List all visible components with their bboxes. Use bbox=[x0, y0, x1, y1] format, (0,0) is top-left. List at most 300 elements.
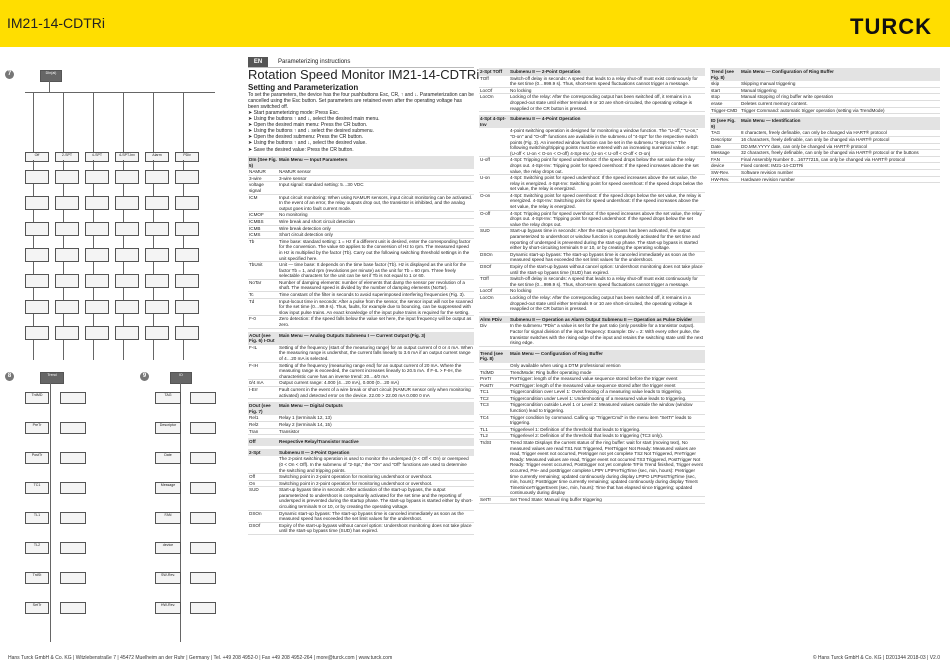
parameter-table bbox=[710, 68, 940, 114]
param-key: 3-wire bbox=[248, 175, 278, 182]
param-description: Switch-off delay in seconds: A speed that leads to a relay shut-off must exist continuously for the set time (0…999.9 s). Thus, short-term speed fluctuations cannot trigger a message. bbox=[509, 276, 705, 288]
param-description: 32 characters, freely definable, can only be changed via HART® protocol or the buttons bbox=[740, 150, 940, 157]
flow-box bbox=[60, 452, 86, 464]
table-row bbox=[710, 156, 940, 163]
flow-box bbox=[60, 422, 86, 434]
param-description: Unit — time base: It depends on the time base factor (Tb). Hz is displayed as the unit for the factor Tb = 1, and rpm (revolutions per minute) as the unit for Tb = 60 rpm. Three freely selectable characters for the unit can be set if Tb is not equal to 1 or 60. bbox=[278, 262, 474, 280]
table-row bbox=[479, 294, 705, 312]
table-row bbox=[479, 264, 705, 276]
header-key: 2-Spt TOff bbox=[479, 68, 509, 76]
param-description: Skipping manual triggering bbox=[740, 81, 940, 87]
flow-box bbox=[175, 196, 199, 210]
table-row bbox=[248, 182, 474, 194]
flow-connector bbox=[183, 92, 184, 152]
param-description: Locking of the relay: After the corresponding output has been switched off, it remains in a dropped-out state until either terminals 9 or 10 are short-circuited, the operating voltage is reapplied or the CR button is pressed. bbox=[509, 94, 705, 112]
param-key: LocOn bbox=[479, 294, 509, 312]
param-description: Setting of the frequency (measuring range end) for an output current of 20 mA. Where the measuring range is exceeded, the current increases linearly to 20.5 mA. If F-IL > F-IH, the characteristic curve has an inverse trend: 20…4/0 mA bbox=[278, 362, 474, 380]
figure-7-flowchart bbox=[5, 70, 241, 370]
param-description: 4-Spt: Tripping point for speed overshoot: If the speed increases above the set value, the relay drops out. 4-Spt-Inv: Tripping point for speed undershoot: If the speed drops below the set value the relay drops out. bbox=[509, 210, 705, 228]
header-key: Off bbox=[248, 438, 278, 446]
param-key: DSOn bbox=[248, 510, 278, 522]
table-row bbox=[479, 87, 705, 94]
param-key: NoTar bbox=[248, 279, 278, 291]
table-row bbox=[479, 389, 705, 396]
flow-box: ID bbox=[170, 372, 192, 384]
table-row bbox=[248, 428, 474, 435]
header-title: Main Menu — Configuration of Ring Buffer bbox=[740, 68, 940, 81]
flow-box bbox=[60, 542, 86, 554]
flow-box: TrdSt bbox=[25, 572, 49, 584]
table-row bbox=[248, 362, 474, 380]
flow-box bbox=[85, 222, 109, 236]
table-row bbox=[479, 288, 705, 295]
table-row bbox=[479, 251, 705, 263]
header-key: DOut (see Fig. 7) bbox=[248, 402, 278, 415]
turck-logo: TURCK bbox=[850, 14, 932, 39]
table-row bbox=[248, 386, 474, 398]
param-key: O-off bbox=[479, 210, 509, 228]
param-key: On bbox=[248, 480, 278, 487]
table-row bbox=[248, 510, 474, 522]
param-key: TrdSt bbox=[479, 440, 509, 497]
param-description: 4-point switching operation is designed for monitoring a window function. The "U-off," "U-on," "O-on" and "O-off" functions are available in the submenu of "4-Spt" for the respective switch points (Fig. 3). An inverted window function can be set in the submenu "4-Spt-Inv." The following switching/tripping points must be entered with an increasing numerical value: 4-Spt: (U-off < U-on < O-on < O-off) 4-Spt-Inv: (U-on < U-off < O-off < O-on) bbox=[509, 128, 705, 156]
flow-box bbox=[145, 300, 169, 314]
flow-box bbox=[85, 170, 109, 184]
param-description: 8 characters, freely definable, can only be changed via HART® protocol bbox=[740, 130, 940, 136]
header-title: Submenu II — 2-Point Operation bbox=[509, 68, 705, 76]
table-row bbox=[248, 487, 474, 510]
table-header-row bbox=[479, 68, 705, 76]
parameter-table bbox=[479, 115, 705, 313]
param-description: Triggercondition over Level 1: Overshooting of a measuring value leads to triggering. bbox=[509, 389, 705, 396]
flow-box bbox=[190, 452, 216, 464]
header-title: Submenu II — 2-Point Operation bbox=[278, 449, 474, 457]
flow-box bbox=[190, 482, 216, 494]
param-description: Output current range: 4.000 (4…20 mA), 0.000 (0…20 mA) bbox=[278, 380, 474, 387]
param-description: Switching point in 2-point operation for monitoring undershoot or overshoot. bbox=[278, 480, 474, 487]
param-key: Tc bbox=[248, 292, 278, 299]
table-row bbox=[248, 262, 474, 280]
param-key: LocOn bbox=[479, 94, 509, 112]
flow-box bbox=[60, 572, 86, 584]
header-title: Submenu II — 4-Point Operation bbox=[509, 115, 705, 128]
flow-box bbox=[85, 274, 109, 288]
flow-box: 4-SPT bbox=[85, 152, 109, 162]
param-description: Trigger Command: automatic trigger operation (setting via TrendMode) bbox=[740, 107, 940, 114]
param-description: In the submenu "PDiv" a value is set for the part ratio (only possible for a transistor output). Factor for signal division of the input frequency: Example: Div = 2: With every other pulse, the transistor switches with the rising edge of the input and retains the switching state until the next rising edge. bbox=[510, 323, 704, 346]
figure-9-flowchart bbox=[140, 372, 240, 652]
param-key: Message bbox=[710, 150, 740, 157]
table-row bbox=[479, 414, 705, 426]
table-row bbox=[710, 100, 940, 107]
param-key: Descriptor bbox=[710, 136, 740, 143]
flow-box bbox=[145, 274, 169, 288]
param-key: SUD bbox=[479, 228, 509, 251]
table-header-row bbox=[248, 156, 474, 169]
param-description: The 2-point switching operation is used to monitor the undersped (0 < Off < On) or overspeed (0 < On < Off). In the submenu of "2-Spt," the "On" and "Off" functions are used to determine the switching and tripping points. bbox=[278, 456, 474, 473]
flow-box: TrdMD bbox=[25, 392, 49, 404]
page-heading: Rotation Speed Monitor IM21-14-CDTRi bbox=[248, 67, 480, 82]
param-key: TC2 bbox=[479, 395, 509, 402]
flow-connector bbox=[123, 92, 124, 152]
flow-box bbox=[145, 248, 169, 262]
param-description: Setting of the frequency (start of the measuring range) for an output current of 0 or 4 mA. When the measuring range is undershot, the current falls linearly to 3.6 mA if an output current range of 4…20 mA is selected. bbox=[279, 344, 473, 361]
param-description: Set Trend State: Manual ring buffer triggering bbox=[509, 496, 705, 503]
table-row bbox=[479, 175, 705, 193]
flow-box: Descriptor bbox=[155, 422, 181, 434]
table-row bbox=[248, 345, 474, 362]
flow-box bbox=[190, 422, 216, 434]
param-key: FAN bbox=[710, 156, 740, 163]
param-key: TC3 bbox=[479, 402, 509, 414]
flow-box: Date bbox=[155, 452, 181, 464]
param-description: Manual stopping of ring buffer write operation bbox=[740, 94, 940, 101]
table-row bbox=[248, 474, 474, 481]
param-description: No monitoring bbox=[278, 212, 474, 219]
table-row bbox=[479, 192, 705, 210]
flow-connector bbox=[33, 92, 34, 152]
table-row bbox=[479, 210, 705, 228]
param-description: Expiry of the start-up bypass without cancel option: Undershoot monitoring does not take place until the start-up bypass time (SUD) has expired. bbox=[509, 264, 705, 276]
table-row bbox=[248, 232, 474, 239]
flow-box: Alarm bbox=[145, 152, 169, 162]
table-row bbox=[248, 292, 474, 299]
param-description: Wire break and short circuit detection bbox=[278, 218, 474, 225]
header-key: Trend (see Fig. 8) bbox=[479, 350, 509, 363]
flow-box bbox=[115, 326, 139, 340]
flow-box: TL1 bbox=[25, 512, 49, 524]
param-key: O-on bbox=[479, 192, 509, 210]
param-key: HW-Rev. bbox=[710, 176, 740, 183]
table-row bbox=[248, 194, 474, 212]
header-key: 2-Spt bbox=[248, 449, 278, 457]
table-row bbox=[479, 426, 705, 433]
flow-box bbox=[175, 248, 199, 262]
parameter-table bbox=[479, 68, 705, 112]
param-description: 16 characters, freely definable, can only be changed via HART® protocol bbox=[740, 136, 940, 143]
param-description: 4-Spt: Switching point for speed undershoot: If the speed increases above the set value, the relay is energized. 4-Spt-Inv: Switching point for speed overshoot: If the speed drops below the set value, the relay is energized. bbox=[509, 175, 705, 193]
flow-box bbox=[85, 326, 109, 340]
parameter-table bbox=[248, 332, 474, 400]
table-header-row bbox=[248, 449, 474, 457]
param-description: Hardware revision number bbox=[740, 176, 940, 183]
table-row bbox=[479, 402, 705, 414]
table-row bbox=[710, 169, 940, 176]
flow-connector bbox=[49, 80, 50, 92]
table-row bbox=[710, 87, 940, 94]
param-key: ICMB bbox=[248, 225, 278, 232]
table-row bbox=[479, 157, 705, 175]
parameter-table bbox=[479, 350, 705, 504]
flow-box: PDiv bbox=[175, 152, 199, 162]
footer-copyright: © Hans Turck GmbH & Co. KG | D201344 2018-03 | V2.0 bbox=[812, 655, 940, 661]
param-description: Locking of the relay: After the corresponding output has been switched off, it remains in a dropped-out state until either terminals 9 or 10 are short-circuited, the operating voltage is reapplied or the CR button is pressed. bbox=[509, 294, 705, 312]
param-key: ICMOF bbox=[248, 212, 278, 219]
param-description: Trigger condition by command. Calling up "TriggerCmd" in the menu item "SetTr" leads to triggering. bbox=[509, 414, 705, 426]
flow-box bbox=[145, 326, 169, 340]
param-description: Triggercondition under Level 1: Undershooting of a measured value leads to triggering. bbox=[509, 395, 705, 402]
flow-box bbox=[25, 170, 49, 184]
footer-address: Hans Turck GmbH & Co. KG | Witzlebenstraße 7 | 45472 Muelheim an der Ruhr | Germany | Tel. +49 208 4952-0 | Fax +49 208 4952-264 | more@turck.com | www.turck.com bbox=[8, 655, 393, 661]
flow-box bbox=[55, 248, 79, 262]
param-key: DSOn bbox=[479, 251, 509, 263]
param-description: Time base: standard setting: 1 = Hz If a different unit is desired, enter the corresponding factor for the conversion. The value 60 applies to the conversion of Hz to rpm. The measured speed in Hz is multiplied by the factor (Tb). Carry out the following switching threshold settings in the unit specified here. bbox=[278, 238, 474, 261]
table-header-row bbox=[479, 350, 705, 363]
flow-box: device bbox=[155, 542, 181, 554]
table-row bbox=[479, 323, 705, 346]
param-key: Rel2 bbox=[248, 421, 278, 428]
param-key: Tran bbox=[248, 428, 278, 435]
param-description: Manual triggering bbox=[740, 87, 940, 94]
param-description: Software revision number bbox=[740, 169, 940, 176]
doc-title: IM21-14-CDTRi bbox=[7, 15, 106, 31]
flow-box bbox=[115, 170, 139, 184]
param-key: I-Err bbox=[248, 386, 278, 398]
param-key: ICMS bbox=[248, 232, 278, 239]
figure-number: 9 bbox=[140, 372, 149, 381]
step-item: ➤ Open the desired main menu: Press the CR button. bbox=[248, 122, 474, 128]
step-item: ➤ Save the desired value: Press the CR button. bbox=[248, 147, 474, 153]
flow-box bbox=[175, 170, 199, 184]
param-description: Zero detection: If the speed falls below the value set here, the input frequency will be output as zero. bbox=[278, 316, 474, 328]
flow-box bbox=[115, 222, 139, 236]
table-row bbox=[479, 433, 705, 440]
flow-box bbox=[190, 512, 216, 524]
table-row bbox=[248, 380, 474, 387]
figure-8-flowchart bbox=[5, 372, 135, 652]
table-row bbox=[248, 316, 474, 328]
param-key: start bbox=[710, 87, 740, 94]
flow-box: Off bbox=[25, 152, 49, 162]
flow-box bbox=[55, 196, 79, 210]
param-description: PreTrigger: length of the measured value sequence stored before the trigger event bbox=[509, 376, 705, 383]
param-key: Div bbox=[479, 323, 509, 346]
param-description: Trend State Displays the current status of the ring buffer: wait for start (moving text), No measured values are read TS1 Not Triggered, PretTrigger Not Ready: Measured values are read, Trigger event not occurred, Pretrigger not yet complete TS2 Not Triggered, PreTrigger Ready: Measured values are read, Trigger event not occurred TS3 Triggered, PostTrigger Not Ready: Trigger event occurred, Posttrigger not yet complete TrFin Trend finished, Trigger event occurred, Pre- and posttrigger complete LPtPr LPtPreTrigTime (sec, min, hours): Pretrigger time currently remaining; updated continuously during display LPtPO LPtPostTrigTime (sec, min, hours): Posttrigger time currently remaining; updated continuously during display TimeS TimeSinceTriggerEvent (sec, min, hours): Time that has elapsed since triggering; updated continuously during display bbox=[509, 440, 705, 497]
column-1 bbox=[248, 156, 474, 538]
flow-box bbox=[60, 392, 86, 404]
step-item: ➤ Using the buttons ↑ and ↓, select the desired value. bbox=[248, 140, 474, 146]
param-key: skip bbox=[710, 81, 740, 87]
flow-box bbox=[60, 482, 86, 494]
flow-box: HW-Rev. bbox=[155, 602, 181, 614]
flow-box: TAG bbox=[155, 392, 181, 404]
param-key: stop bbox=[710, 94, 740, 101]
param-key: F-0 bbox=[248, 316, 278, 328]
table-row bbox=[248, 522, 474, 534]
table-row bbox=[248, 175, 474, 182]
param-key: U-off bbox=[479, 157, 509, 175]
table-row bbox=[710, 136, 940, 143]
flow-box: Trend bbox=[40, 372, 64, 384]
param-key: TrdMD bbox=[479, 369, 509, 376]
table-row bbox=[248, 480, 474, 487]
param-description: 3-wire sensor bbox=[278, 175, 474, 182]
table-row bbox=[479, 369, 705, 376]
table-row bbox=[248, 218, 474, 225]
header-title: Main Menu — Configuration of Ring Buffer bbox=[509, 350, 705, 363]
param-description: 4-Spt: Tripping point for speed undershoot: If the speed drops below the set value the relay drops out. 4-Spt-Inv: Tripping point for speed overshoot: If the speed increases above the set value, the relay drops out. bbox=[509, 157, 705, 175]
parameter-table bbox=[248, 449, 474, 535]
flow-box bbox=[115, 300, 139, 314]
intro-paragraph: To set the parameters, the device has the four pushbuttons Esc, CR, ↑ and ↓. Parameterization can be cancelled using the Esc button. Set parameters are retained even after the operating voltage has been switched off. bbox=[248, 92, 474, 110]
flow-box bbox=[145, 170, 169, 184]
param-key: DSOf bbox=[479, 264, 509, 276]
flow-box bbox=[145, 196, 169, 210]
param-description: Final Assembly Number 0…16777215, can only be changed via HART® protocol bbox=[740, 156, 940, 163]
param-description: Dynamic start-up bypass: The start-up bypass time is canceled immediately as soon as the measured speed has exceeded the set limit values for the undershoot. bbox=[278, 510, 474, 522]
instructions-label: Parameterizing instructions bbox=[278, 59, 351, 65]
table-header-row bbox=[710, 68, 940, 81]
param-key: LocOf bbox=[479, 87, 509, 94]
param-key: NAMUR bbox=[248, 169, 278, 175]
flow-connector bbox=[25, 92, 215, 93]
header-title: Submenu II — Operation as Alarm Output Submenu II — Operation as Pulse Divider bbox=[509, 316, 705, 324]
param-description: Wire break detection only bbox=[278, 225, 474, 232]
flow-box: FAN bbox=[155, 512, 181, 524]
param-key: TL2 bbox=[479, 433, 509, 440]
table-row bbox=[479, 76, 705, 88]
flow-box bbox=[190, 392, 216, 404]
param-key: Td bbox=[248, 298, 278, 316]
step-item: ➤ Start parameterizing mode: Press Esc. bbox=[248, 110, 474, 116]
flow-box bbox=[25, 300, 49, 314]
param-description: Input signal: standard setting: 5…30 VDC bbox=[278, 182, 474, 194]
parameter-table bbox=[248, 402, 474, 435]
flow-box bbox=[85, 300, 109, 314]
header-title: Main Menu — Input Parameters bbox=[278, 156, 474, 169]
parameter-table bbox=[479, 316, 705, 347]
param-description: Start-up bypass time in seconds: After activation of the start-up bypass, the output parameterized to undershoot is compulsorily activated for the set time and the reporting of undersped is prevented during the startup phase. The start-up bypass is started either by short-circuiting terminals 9 or 10, or by creating the operating voltage. bbox=[279, 487, 473, 510]
table-row bbox=[479, 440, 705, 497]
intro-text bbox=[248, 92, 474, 110]
param-key: TC1 bbox=[479, 389, 509, 396]
flow-box bbox=[115, 196, 139, 210]
flow-box: TL2 bbox=[25, 542, 49, 554]
param-key: DSOf bbox=[248, 522, 278, 534]
column-2 bbox=[479, 68, 705, 507]
param-description: Input circuit monitoring: When using NAMUR sensors, input circuit monitoring can be activated. In the event of an error, the relay outputs drop out, the transistor is inhibited, and the analog output goes into fault current mode. bbox=[279, 194, 473, 211]
param-description: Only available when using a DTM professional version bbox=[509, 363, 705, 369]
param-description: Number of damping elements: number of elements that damp the sensor per revolution of a shaft. The measured speed is divided by the number of damping elements (NoTar). bbox=[278, 279, 474, 291]
header-key: ID (see Fig. 9) bbox=[710, 117, 740, 130]
parameter-table bbox=[710, 117, 940, 183]
header-key: 4-Spt 4-Spt-Inv bbox=[479, 115, 509, 128]
flow-box bbox=[55, 300, 79, 314]
table-row bbox=[248, 298, 474, 316]
flow-box bbox=[60, 602, 86, 614]
flow-box bbox=[190, 602, 216, 614]
param-description: Switching point in 2-point operation for monitoring undershoot or overshoot. bbox=[278, 474, 474, 481]
flow-box: SW-Rev. bbox=[155, 572, 181, 584]
flow-box bbox=[175, 274, 199, 288]
param-description: Short circuit detection only bbox=[278, 232, 474, 239]
param-key: Rel1 bbox=[248, 415, 278, 421]
table-row bbox=[710, 176, 940, 183]
table-row bbox=[248, 238, 474, 261]
flow-box bbox=[55, 170, 79, 184]
table-row bbox=[479, 94, 705, 112]
table-header-row bbox=[479, 115, 705, 128]
flow-box bbox=[85, 196, 109, 210]
param-key bbox=[479, 128, 509, 156]
table-row bbox=[710, 163, 940, 170]
table-row bbox=[479, 228, 705, 251]
header-key: DIn (See Fig. 5) bbox=[249, 157, 277, 168]
header-title: Main Menu — Digital Outputs bbox=[278, 402, 474, 415]
param-description: Fault current in the event of a wire break or short circuit (NAMUR sensor only when monitoring activated) and detected error on the device. 22.00 > 22.00 mA 0.000 0 mA bbox=[278, 386, 474, 398]
flow-box: Message bbox=[155, 482, 181, 494]
param-description: Relay 1 (terminals 12, 13) bbox=[278, 415, 474, 421]
param-description: Transistor bbox=[278, 428, 474, 435]
param-key: TOff bbox=[479, 76, 509, 88]
table-row bbox=[248, 279, 474, 291]
param-key: TL1 bbox=[479, 426, 509, 433]
param-description: Triggercondition outside Level 1 or Level 2: Measured values outside the window (window function) lead to triggering. bbox=[509, 402, 705, 414]
param-description: PostTrigger: length of the measured value sequence stored after the trigger event bbox=[509, 382, 705, 389]
param-key: SUD bbox=[248, 487, 278, 510]
param-key: LocOf bbox=[479, 288, 509, 295]
header-bar bbox=[0, 0, 950, 47]
language-badge: EN bbox=[248, 57, 268, 67]
flow-box bbox=[25, 326, 49, 340]
table-row bbox=[248, 212, 474, 219]
flow-box: 4-SPT-Inv bbox=[115, 152, 139, 162]
flow-box: 2-SPT bbox=[55, 152, 79, 162]
table-row bbox=[710, 94, 940, 101]
param-description: TrendMode: Ring buffer operating mode bbox=[509, 369, 705, 376]
flow-connector bbox=[50, 382, 51, 642]
param-key: PostTr bbox=[479, 382, 509, 389]
step-item: ➤ Open the desired submenu: Press the CR button. bbox=[248, 134, 474, 140]
table-row bbox=[479, 128, 705, 156]
header-key: Alrm PDiv bbox=[479, 316, 509, 324]
param-key: PreTr bbox=[479, 376, 509, 383]
param-description: Fixed content: IM21-14-CDTRi bbox=[740, 163, 940, 170]
table-row bbox=[248, 456, 474, 473]
table-row bbox=[479, 382, 705, 389]
table-header-row bbox=[248, 438, 474, 446]
table-row bbox=[479, 496, 705, 503]
flow-box bbox=[175, 326, 199, 340]
param-description: Start-up bypass time in seconds: After the start-up bypass has been activated, the output parameterized to undershoot or window function is compulsorily activated for the set time and reporting of undersped is prevented during the start-up phase. The start-up bypass is started either by short-circuiting terminals 9 or 10, or by creating the operating voltage. bbox=[509, 228, 705, 251]
header-title: Main Menu — Analog Outputs Submenu I — Current Output (Fig. 3) bbox=[278, 332, 474, 345]
param-description: Triggerlevel 2: Definition of the threshold that leads to triggering (TC3 only). bbox=[509, 433, 705, 440]
header-title: Respective Relay/Transistor Inactive bbox=[278, 438, 474, 446]
flow-connector bbox=[93, 92, 94, 152]
flow-box bbox=[190, 572, 216, 584]
flow-connector bbox=[153, 92, 154, 152]
param-key: Off bbox=[248, 474, 278, 481]
param-description: 4-Spt: Switching point for speed overshoot: If the speed drops below the set value, the relay is energized. 4-Spt-Inv: Switching point for speed undershoot: If the speed increases above the set value, the relay is energized. bbox=[509, 192, 705, 210]
param-key: Date bbox=[710, 143, 740, 150]
param-key: SetTr bbox=[479, 496, 509, 503]
flow-box: SetTr bbox=[25, 602, 49, 614]
table-header-row bbox=[248, 332, 474, 345]
param-description: DD.MM.YYYY date, can only be changed via HART® protocol bbox=[740, 143, 940, 150]
flow-box bbox=[25, 248, 49, 262]
header-key: Trend (see Fig. 8) bbox=[710, 68, 740, 81]
param-description: Switch-off delay in seconds: A speed that leads to a relay shut-off must exist continuously for the set time (0…999.9 s). Thus, short-term speed fluctuations cannot trigger a message. bbox=[509, 76, 705, 88]
param-description: No locking bbox=[509, 87, 705, 94]
flow-box bbox=[115, 248, 139, 262]
figure-number: 7 bbox=[5, 70, 14, 79]
flow-box bbox=[55, 222, 79, 236]
flow-box bbox=[55, 326, 79, 340]
table-header-row bbox=[248, 402, 474, 415]
flow-box: TC1 bbox=[25, 482, 49, 494]
figure-number: 8 bbox=[5, 372, 14, 381]
flow-box bbox=[145, 222, 169, 236]
